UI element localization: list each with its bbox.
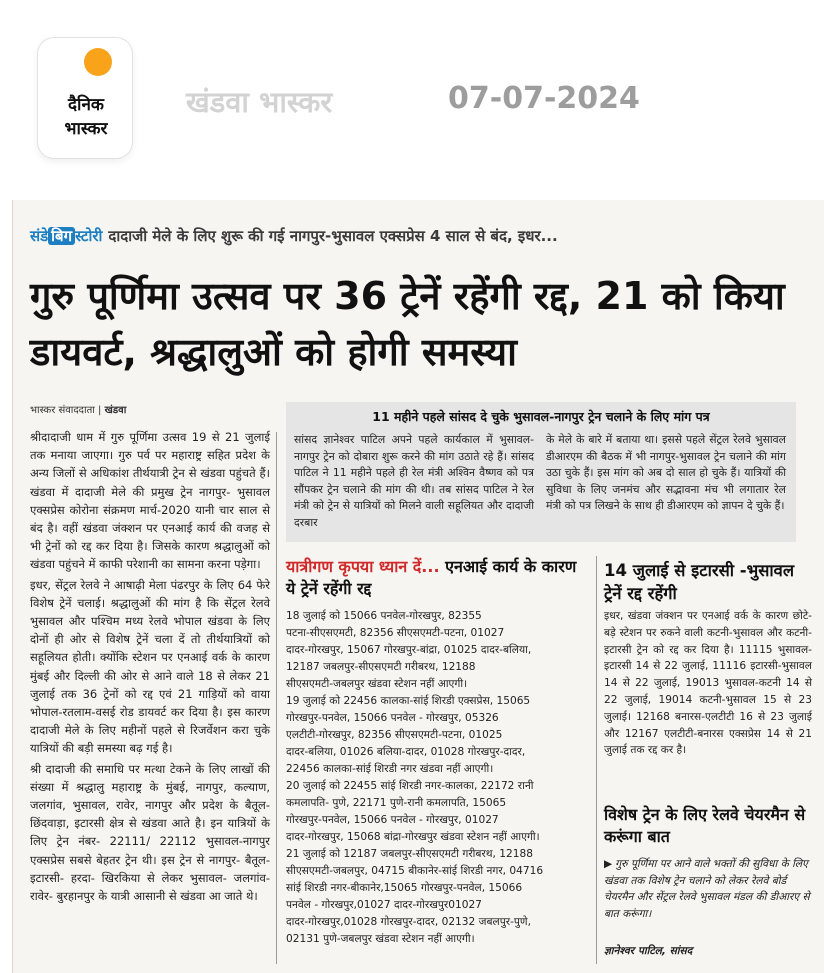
list-line: 12187 जबलपुर-सीएसएमटी गरीबरथ, 12188: [286, 661, 476, 673]
dainik-bhaskar-logo[interactable]: [38, 38, 132, 158]
itarsi-bhusawal-title: 14 जुलाई से इटारसी -भुसावल ट्रेनें रद्द रहेंगी: [604, 561, 795, 603]
byline-city: खंडवा: [104, 405, 127, 416]
headline: गुरु पूर्णिमा उत्सव पर 36 ट्रेनें रहेंगी रद्द, 21 को किया डायवर्ट, श्रद्धालुओं को होगी समस्या: [30, 274, 785, 374]
list-line: गोरखपुर-पनवेल, 15066 पनवेल - गोरखपुर, 01027: [286, 814, 499, 826]
quote-text: गुरु पूर्णिमा पर आने वाले भक्तों की सुविधा के लिए खंडवा तक विशेष ट्रेन चलाने को लेकर रेलवे बोर्ड चेयरमैन और सेंट्रल रेलवे भुसावल मंडल की डीआरए से बात करूंगा।: [604, 858, 810, 920]
quote-signature: ज्ञानेश्वर पाटिल, सांसद: [604, 945, 693, 957]
tag-suffix: स्टोरी: [75, 227, 103, 245]
article-body-col1: [30, 428, 270, 907]
list-line: कमलापति- पुणे, 22171 पुणे-रानी कमलापति, 15065: [286, 797, 507, 809]
list-line: सीएसएमटी-जबलपुर, 04715 बीकानेर-सांई शिरडी नगर, 04716: [286, 865, 544, 877]
list-line: एलटीटी-गोरखपुर, 82356 सीएसएमटी-पटना, 01025: [286, 729, 503, 741]
list-line: दादर-गोरखपुर, 15068 बांद्रा-गोरखपुर खंडवा स्टेशन नहीं आएगी।: [286, 831, 540, 843]
itarsi-bhusawal-body: इधर, खंडवा जंक्शन पर एनआई वर्क के कारण छोटे-बड़े स्टेशन पर रुकने वाली कटनी-भुसावल और कटनी-इटारसी ट्रेन को रद्द कर दिया है। 11115 भुसावल-इटारसी 14 से 22 जुलाई, 11116 इटारसी-भुसावल 14 से 22 जुलाई, 19013 भुसावल-कटनी 14 से 22 जुलाई, 19014 कटनी-भुसावल 15 से 23 जुलाई। 12168 बनारस-एलटीटी 16 से 23 जुलाई और 12167 एलटीटी-बनारस एक्सप्रेस 14 से 21 जुलाई तक रद्द कर है।: [604, 610, 812, 757]
byline-reporter: भास्कर संवाददाता: [30, 405, 95, 416]
mp-quote: [604, 856, 812, 922]
kicker-text: दादाजी मेले के लिए शुरू की गई नागपुर-भुसावल एक्सप्रेस 4 साल से बंद, इधर...: [108, 227, 558, 245]
tag-prefix: संडे: [30, 227, 49, 245]
paragraph: इधर, सेंट्रल रेलवे ने आषाढ़ी मेला पंढरपुर के लिए 64 फेरे विशेष ट्रेनें चलाई। श्रद्धालुओं की मांग है कि सेंट्रल रेलवे भुसावल और पश्चिम मध्य रेलवे भोपाल खंडवा के लिए दोनों ही ओर से विशेष ट्रेनें चला दें तो तीर्थयात्रियों को सहूलियत होती। क्योंकि स्टेशन पर एनआई वर्क के कारण मुंबई और दिल्ली की ओर से आने वाले 18 से लेकर 21 जुलाई तक 36 ट्रेनों को रद्द एवं 21 गाड़ियों को वाया भोपाल-रतलाम-वसई रोड डायवर्ट कर दिया है। इस कारण दादाजी मेले के लिए महीनों पहले से रिजर्वेशन करा चुके यात्रियों की बड़ी समस्या बढ़ गई है।: [30, 577, 270, 756]
box-title: 11 महीने पहले सांसद दे चुके भुसावल-नागपुर ट्रेन चलाने के लिए मांग पत्र: [372, 409, 710, 424]
list-line: 18 जुलाई को 15066 पनवेल-गोरखपुर, 82355: [286, 610, 482, 622]
sun-icon: [84, 48, 112, 76]
list-line: 21 जुलाई को 12187 जबलपुर-सीएसएमटी गरीबरथ, 12188: [286, 848, 533, 860]
cancelled-trains-subtitle: एनआई कार्य के कारण ये ट्रेनें रहेंगी रद्द: [286, 557, 577, 598]
edition-date: 07-07-2024: [448, 81, 640, 116]
list-line: 19 जुलाई को 22456 कालका-सांई शिरडी एक्सप्रेस, 15065: [286, 695, 531, 707]
list-line: दादर-बलिया, 01026 बलिया-दादर, 01028 गोरखपुर-दादर,: [286, 746, 526, 758]
special-train-title: विशेष ट्रेन के लिए रेलवे चेयरमैन से करूंगा बात: [604, 805, 806, 846]
list-line: 20 जुलाई को 22455 सांई शिरडी नगर-कालका, 22172 रानी: [286, 780, 534, 792]
cancelled-trains-title: [286, 556, 591, 600]
list-line: 22456 कालका-सांई शिरडी नगर खंडवा नहीं आएगी।: [286, 763, 494, 775]
paragraph: श्री दादाजी की समाधि पर मत्था टेकने के लिए लाखों की संख्या में श्रद्धालु महाराष्ट्र के मुंबई, नागपुर, कल्याण, जलगांव, भुसावल, रावेर, नागपुर और प्रदेश के बैतूल-छिंदवाड़ा, इटारसी क्षेत्र से खंडवा आते है। इन यात्रियों के लिए ट्रेन नंबर- 22111/ 22112 भुसावल-नागपुर एक्सप्रेस सबसे बेहतर ट्रेन थी। इस ट्रेन से नागपुर- बैतूल-इटारसी- हरदा- खिरकिया से लेकर भुसावल- जलगांव- रावेर- बुरहानपुर के यात्री आसानी से खंडवा आ जाते थे।: [30, 761, 270, 904]
header: [0, 0, 824, 175]
quote-arrow-icon: ▶: [604, 858, 613, 870]
list-line: सीएसएमटी-जबलपुर खंडवा स्टेशन नहीं आएगी।: [286, 678, 468, 690]
mp-demand-box: [286, 402, 796, 542]
cancelled-trains-list: [286, 608, 591, 948]
edition-title: खंडवा भास्कर: [186, 85, 333, 119]
list-line: पनवेल - गोरखपुर,01027 दादर-गोरखपुर01027: [286, 899, 482, 911]
logo-line2: भास्कर: [64, 119, 108, 139]
box-text-right: के मेले के बारे में बताया था। इससे पहले सेंट्रल रेलवे भुसावल डीआरएम की बैठक में भी नागपुर-भुसावल ट्रेन चलाने की मांग उठा चुके हैं। इस मांग को अब दो साल हो चुके हैं। यात्रियों की सुविधा के लिए जनमंच और सद्भावना मंच भी लगातार रेल मंत्री को पत्र लिखने के साथ ही डीआरएम को ज्ञापन दे चुके हैं।: [546, 433, 786, 512]
list-line: सांई शिरडी नगर-बीकानेर,15065 गोरखपुर-पनवेल, 15066: [286, 882, 523, 894]
paragraph: श्रीदादाजी धाम में गुरु पूर्णिमा उत्सव 19 से 21 जुलाई तक मनाया जाएगा। गुरु पर्व पर महाराष्ट्र सहित प्रदेश के अन्य जिलों से अधिकांश तीर्थयात्री ट्रेन से खंडवा पहुंचते हैं। खंडवा में दादाजी मेले की प्रमुख ट्रेन नागपुर- भुसावल एक्सप्रेस कोरोना संक्रमण मार्च-2020 यानी चार साल से बंद है। वहीं खंडवा जंक्शन पर एनआई कार्य की वजह से भी ट्रेनों को रद्द कर दिया है। जिसके कारण श्रद्धालुओं को खंडवा पहुंचने में काफी परेशानी का सामना करना पड़ेगा।: [30, 430, 270, 572]
logo-line1: दैनिक: [68, 95, 104, 115]
sunday-big-story-tag: [30, 227, 102, 245]
box-text-left: सांसद ज्ञानेश्वर पाटिल अपने पहले कार्यकाल में भुसावल-नागपुर ट्रेन को दोबारा शुरू करने की मांग उठाते रहे हैं। सांसद पाटिल ने 11 महीने पहले ही रेल मंत्री अश्विन वैष्णव को पत्र सौंपकर ट्रेन चलाने की मांग की थी। तब सांसद पाटिल ने रेल मंत्री को ट्रेन से यात्रियों को मिलने वाली सहूलियत और दादाजी दरबार: [294, 433, 534, 529]
list-line: 02131 पुणे-जबलपुर खंडवा स्टेशन नहीं आएगी।: [286, 933, 475, 945]
list-line: दादर-गोरखपुर,01028 गोरखपुर-दादर, 02132 जबलपुर-पुणे,: [286, 916, 531, 928]
attention-label: यात्रीगण कृपया ध्यान दें...: [286, 557, 440, 576]
column-divider: [596, 556, 597, 964]
list-line: गोरखपुर-पनवेल, 15066 पनवेल - गोरखपुर, 05326: [286, 712, 499, 724]
column-divider: [276, 432, 277, 964]
kicker: [30, 226, 558, 246]
list-line: पटना-सीएसएमटी, 82356 सीएसएमटी-पटना, 01027: [286, 627, 505, 639]
byline: भास्कर संवाददाता | खंडवा: [30, 405, 127, 416]
tag-big: बिग: [48, 227, 75, 245]
list-line: दादर-गोरखपुर, 15067 गोरखपुर-बांद्रा, 01025 दादर-बलिया,: [286, 644, 532, 656]
